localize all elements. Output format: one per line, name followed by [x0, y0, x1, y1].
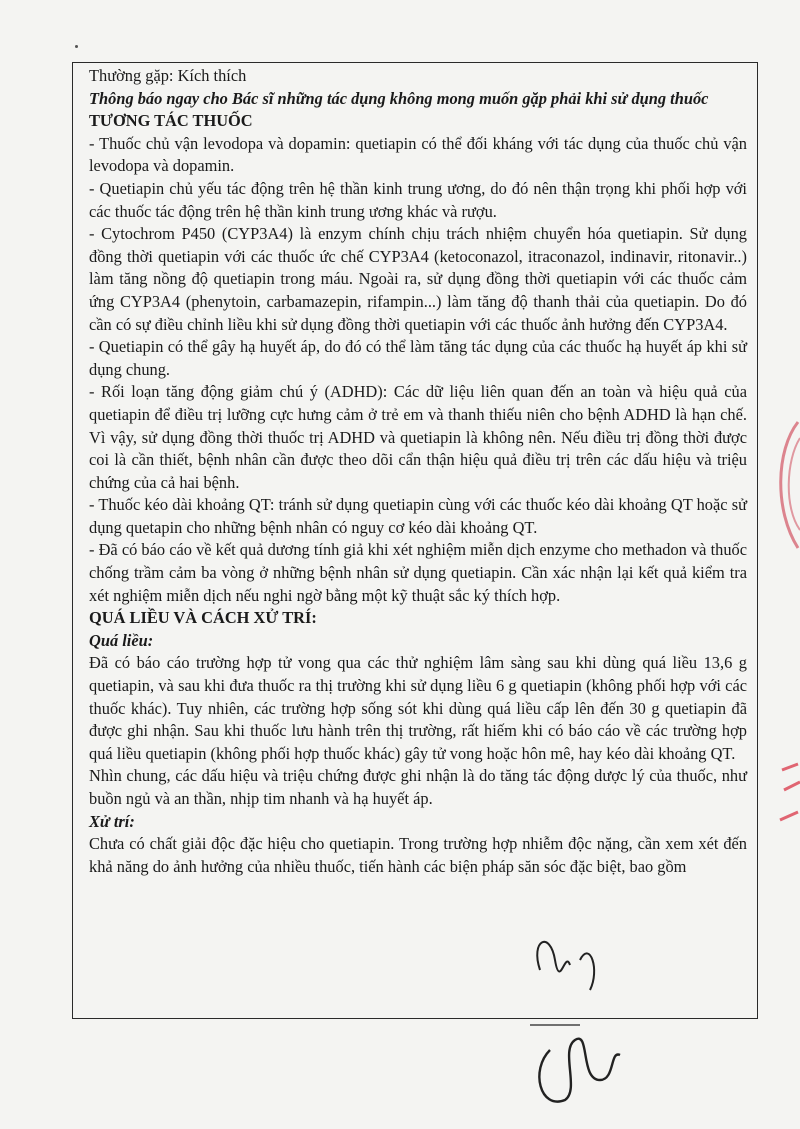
overdose-paragraph: Nhìn chung, các dấu hiệu và triệu chứng được ghi nhận là do tăng tác động dược lý của thuốc, như buồn ngủ và an thần, nhịp tim nhanh và hạ huyết áp.: [89, 766, 747, 808]
interaction-paragraph: - Cytochrom P450 (CYP3A4) là enzym chính chịu trách nhiệm chuyển hóa quetiapin. Sử dụng đồng thời quetiapin với các thuốc ức chế CYP3A4 (ketoconazol, itraconazol, indinavir, ritonavir..) làm tăng nồng độ quetiapin trong máu. Ngoài ra, sử dụng đồng thời quetiapin với các thuốc cảm ứng CYP3A4 (phenytoin, carbamazepin, rifampin...) làm tăng độ thanh thải của quetiapin. Do đó cần có sự điều chỉnh liều khi sử dụng đồng thời quetiapin với các thuốc ảnh hưởng đến CYP3A4.: [89, 224, 747, 334]
overdose-heading: QUÁ LIỀU VÀ CÁCH XỬ TRÍ:: [89, 608, 317, 628]
document-body: [72, 62, 758, 1019]
signature-icon: [520, 930, 630, 1120]
interaction-paragraph: - Thuốc kéo dài khoảng QT: tránh sử dụng quetiapin cùng với các thuốc kéo dài khoảng QT hoặc sử dụng quetapin cho những bệnh nhân có nguy cơ kéo dài khoảng QT.: [89, 495, 747, 537]
interaction-paragraph: - Quetiapin có thể gây hạ huyết áp, do đó có thể làm tăng tác dụng của các thuốc hạ huyết áp khi sử dụng chung.: [89, 337, 747, 379]
stamp-edge-icon: [770, 420, 800, 550]
interaction-paragraph: - Quetiapin chủ yếu tác động trên hệ thần kinh trung ương, do đó nên thận trọng khi phối hợp với các thuốc tác động trên hệ thần kinh trung ương khác và rượu.: [89, 178, 747, 221]
overdose-paragraph: Đã có báo cáo trường hợp tử vong qua các thử nghiệm lâm sàng sau khi dùng quá liều 13,6 g quetiapin, và sau khi đưa thuốc ra thị trường khi sử dụng liều 6 g quetiapin (không phối hợp với các thuốc khác). Tuy nhiên, các trường hợp sống sót khi dùng quá liều cấp lên đến 30 g quetiapin đã được ghi nhận. Sau khi thuốc lưu hành trên thị trường, rất hiếm khi có báo cáo về các trường hợp quá liều quetiapin (không phối hợp thuốc khác) gây tử vong hoặc hôn mê, hay kéo dài khoảng QT.: [89, 653, 747, 763]
interaction-paragraph: - Rối loạn tăng động giảm chú ý (ADHD): Các dữ liệu liên quan đến an toàn và hiệu quả của quetiapin để điều trị lưỡng cực hưng cảm ở trẻ em và thanh thiếu niên cho bệnh ADHD là hạn chế. Vì vậy, sử dụng đồng thời thuốc trị ADHD và quetiapin là không nên. Nếu điều trị đồng thời được coi là cần thiết, bệnh nhân cần được theo dõi cẩn thận hiệu quả điều trị trên các dấu hiệu và triệu chứng của cả hai bệnh.: [89, 382, 747, 492]
side-effects-common: Thường gặp: Kích thích: [89, 66, 247, 85]
treatment-paragraph: Chưa có chất giải độc đặc hiệu cho quetiapin. Trong trường hợp nhiễm độc nặng, cần xem xét đến khả năng do ảnh hưởng của nhiều thuốc, tiến hành các biện pháp săn sóc đặc biệt, bao gồm: [89, 834, 747, 876]
interaction-paragraph: - Thuốc chủ vận levodopa và dopamin: quetiapin có thể đối kháng với tác dụng của thuốc chủ vận levodopa và dopamin.: [89, 133, 747, 176]
doctor-notice: Thông báo ngay cho Bác sĩ những tác dụng không mong muốn gặp phải khi sử dụng thuốc: [89, 88, 709, 108]
interaction-paragraph: - Đã có báo cáo về kết quả dương tính giả khi xét nghiệm miễn dịch enzyme cho methadon và thuốc chống trầm cảm ba vòng ở những bệnh nhân sử dụng quetiapin. Cần xác nhận lại kết quả kiểm tra xét nghiệm miễn dịch nếu nghi ngờ bằng một kỹ thuật sắc ký thích hợp.: [89, 540, 747, 605]
treatment-subheading: Xử trí:: [89, 811, 135, 831]
speck: [75, 45, 78, 48]
overdose-subheading: Quá liều:: [89, 630, 154, 650]
stamp-mark-icon: [778, 760, 800, 840]
interactions-heading: TƯƠNG TÁC THUỐC: [89, 111, 253, 131]
